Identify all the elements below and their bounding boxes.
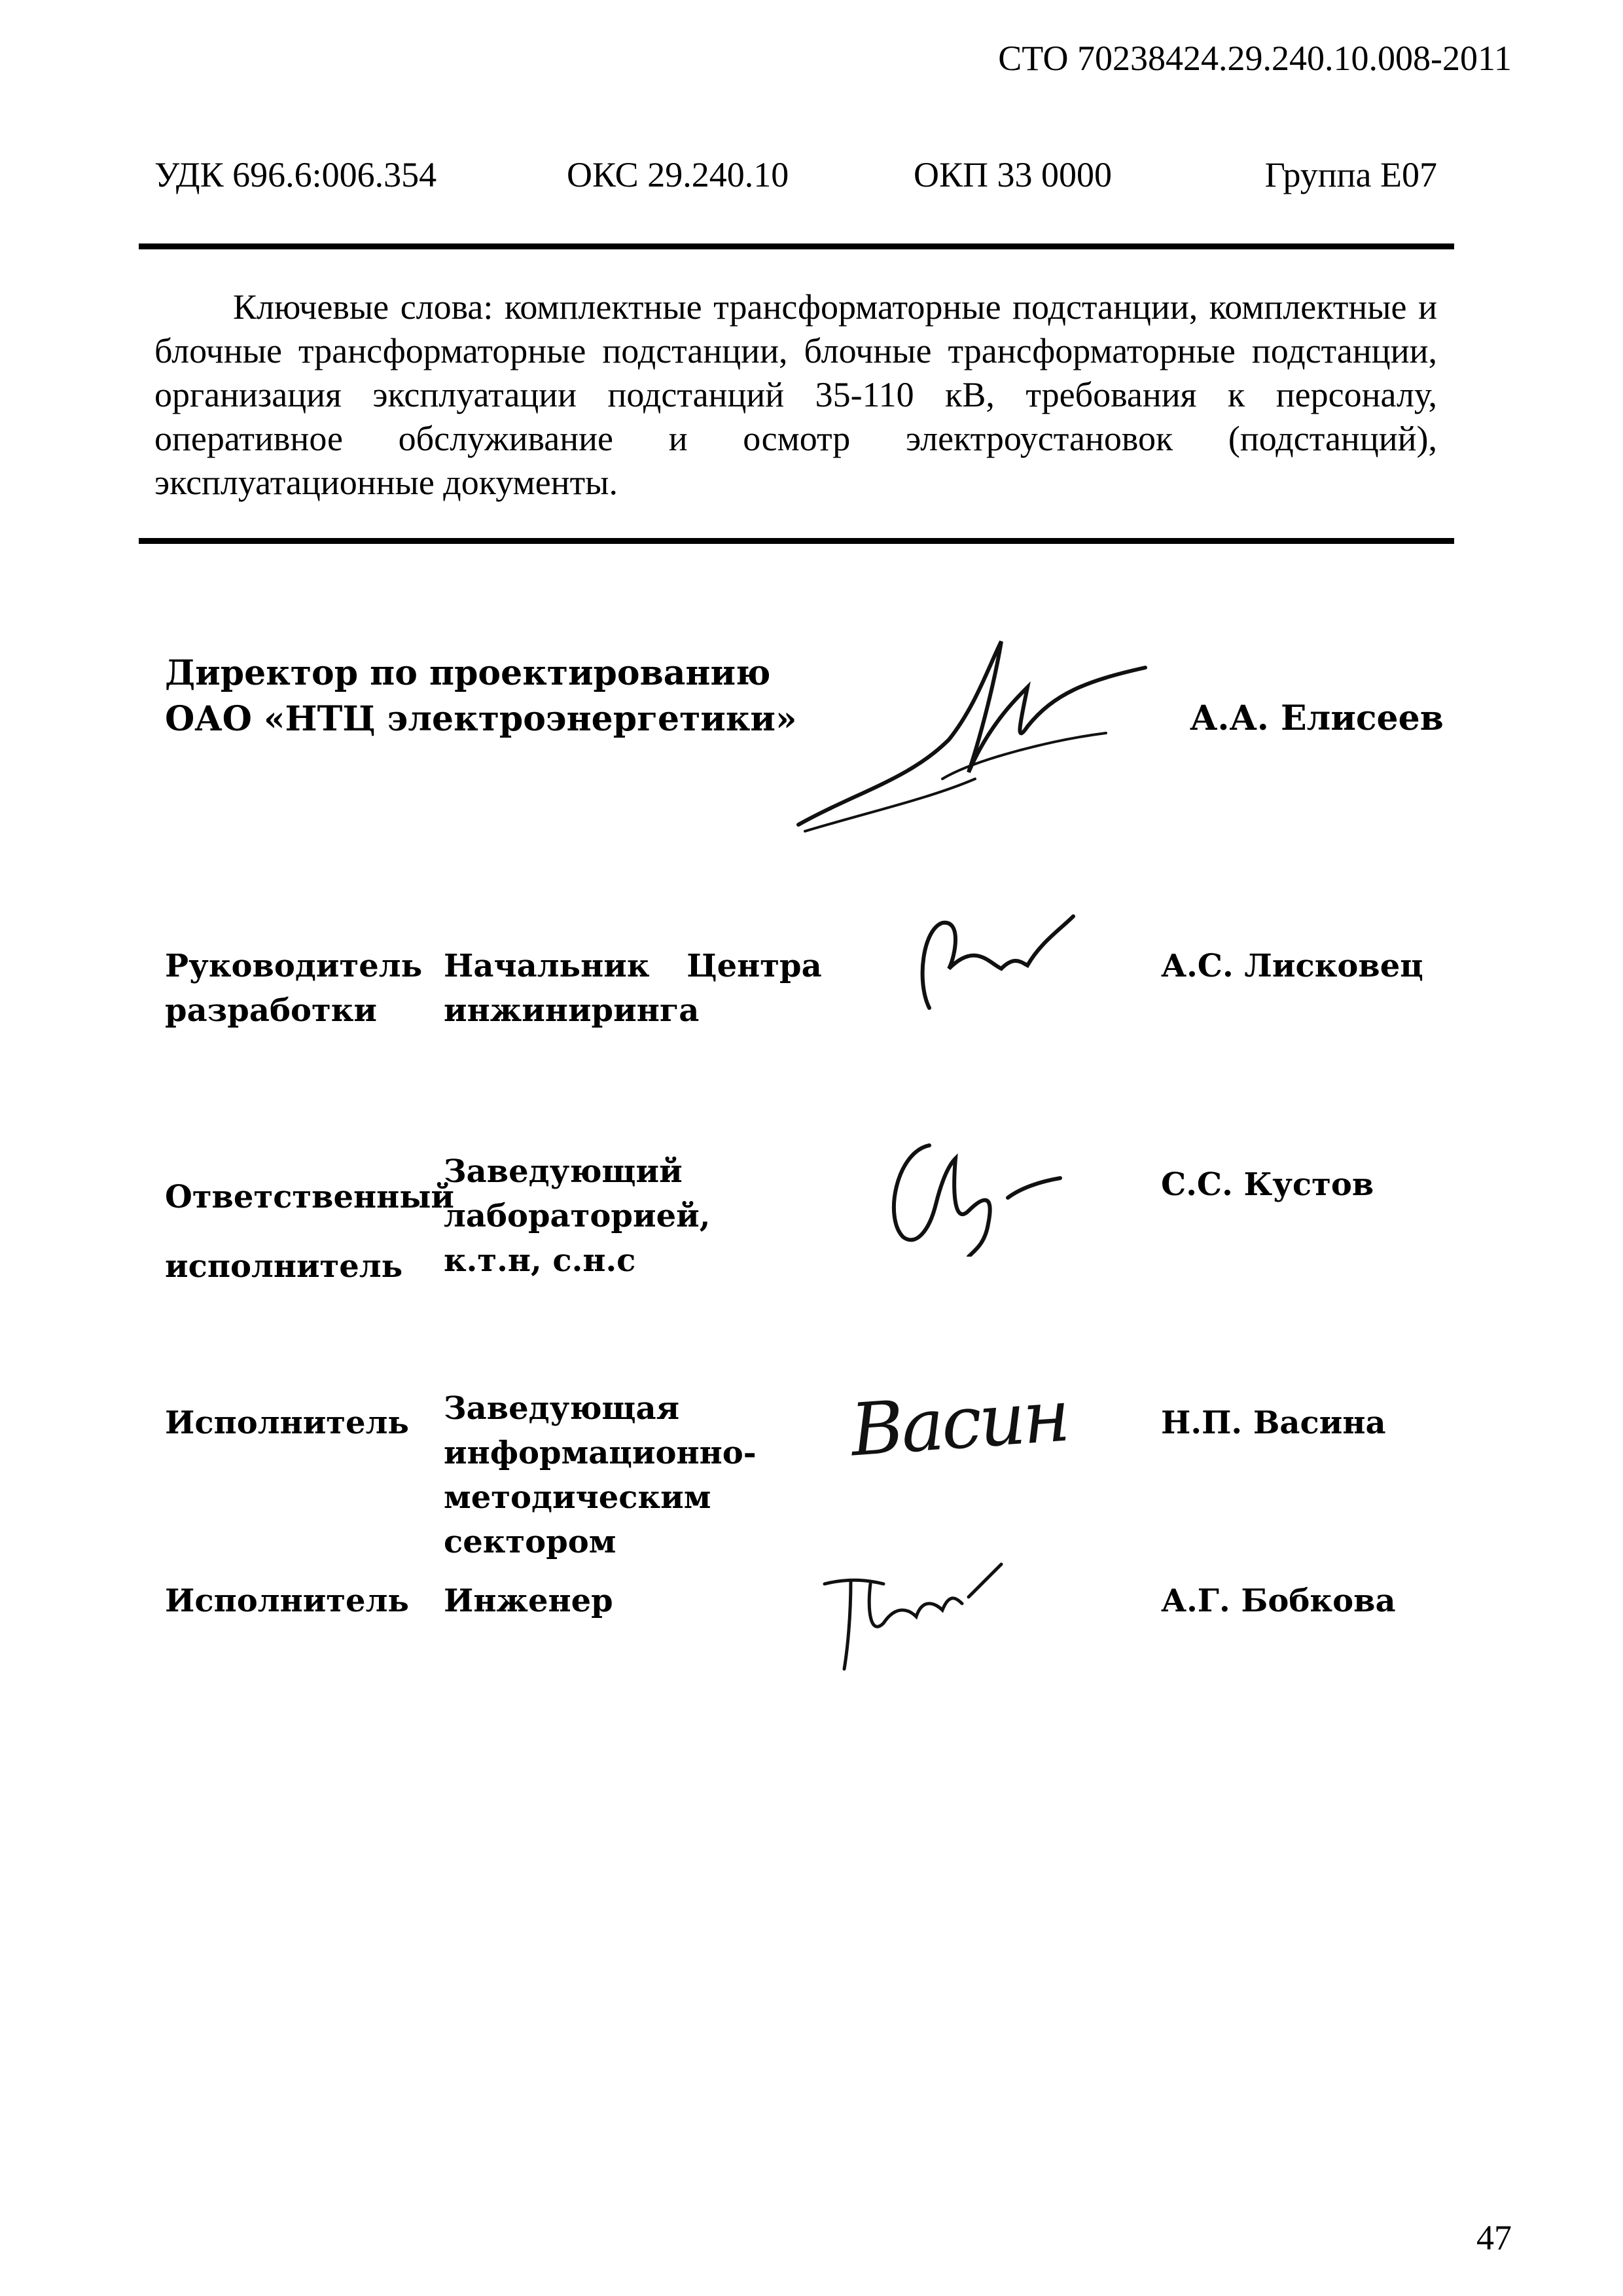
page-number: 47: [1476, 2218, 1512, 2257]
position-label-2: [444, 1149, 710, 1283]
position-line: Начальник Центра: [444, 948, 822, 984]
role-label-2: [165, 1162, 454, 1301]
position-label-1: [444, 944, 822, 1033]
director-title: [165, 651, 796, 742]
director-signature: [779, 628, 1171, 844]
vasina-name: Н.П. Васина: [1161, 1405, 1386, 1441]
oks-code: ОКС 29.240.10: [567, 155, 789, 194]
role-line: Ответственный: [165, 1179, 455, 1215]
group-code: Группа Е07: [1264, 155, 1437, 194]
role-line: Руководитель: [165, 948, 423, 984]
position-label-3: [444, 1386, 757, 1564]
director-title-line1: Директор по проектированию: [165, 653, 771, 693]
vasina-signature: Васин: [847, 1373, 1071, 1473]
position-line: информационно-: [444, 1435, 757, 1471]
kustov-name: С.С. Кустов: [1161, 1166, 1374, 1203]
bobkova-name: А.Г. Бобкова: [1161, 1583, 1396, 1619]
role-label-3: [165, 1401, 409, 1445]
okp-code: ОКП 33 0000: [914, 155, 1113, 194]
role-line: Исполнитель: [165, 1405, 410, 1441]
role-line: Исполнитель: [165, 1583, 410, 1619]
position-line: лабораторией,: [444, 1198, 711, 1234]
role-line: разработки: [165, 992, 377, 1029]
top-divider: [139, 243, 1454, 249]
director-title-line2: ОАО «НТЦ электроэнергетики»: [165, 699, 797, 739]
role-label-4: [165, 1579, 409, 1623]
position-line: сектором: [444, 1524, 616, 1560]
kustov-signature: [870, 1126, 1067, 1257]
role-label-1: [165, 944, 422, 1033]
director-name: А.А. Елисеев: [1190, 698, 1444, 738]
role-line: исполнитель: [165, 1248, 403, 1285]
position-line: Заведующая: [444, 1390, 680, 1427]
position-line: Инженер: [444, 1583, 613, 1619]
position-line: методическим: [444, 1479, 711, 1516]
keywords-paragraph: Ключевые слова: комплектные трансформаторные подстанции, комплектные и блочные трансформаторные подстанции, блочные трансформаторные подстанции, организация эксплуатации подстанций 35-110 кВ, требования к персоналу, оперативное обслуживание и осмотр электроустановок (подстанций), эксплуатационные документы.: [154, 287, 1437, 502]
udk-code: УДК 696.6:006.354: [154, 155, 437, 194]
position-line: инжиниринга: [444, 992, 700, 1029]
bottom-divider: [139, 538, 1454, 544]
position-line: Заведующий: [444, 1153, 683, 1190]
position-line: к.т.н, с.н.с: [444, 1242, 636, 1279]
liskovets-signature: [903, 903, 1086, 1021]
liskovets-name: А.С. Лисковец: [1161, 948, 1423, 984]
document-code: СТО 70238424.29.240.10.008-2011: [998, 39, 1512, 78]
position-label-4: [444, 1579, 613, 1623]
bobkova-signature: [812, 1558, 1008, 1676]
